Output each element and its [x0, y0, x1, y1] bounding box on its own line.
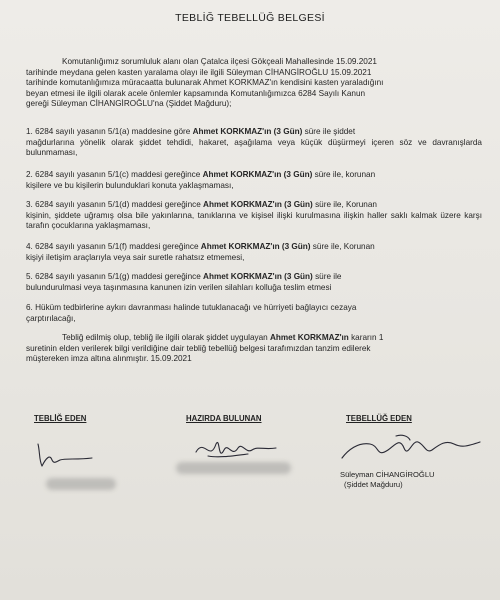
offender-name: Ahmet KORKMAZ'ın (3 Gün) — [203, 200, 313, 209]
order-item-3: 3. 6284 sayılı yasanın 5/1(d) maddesi gereğince Ahmet KORKMAZ'ın (3 Gün) süre ile, Korunan kişinin, şiddete uğramış olsa bile yakınlarına, tanıklarına ve kişisel ilişki kurulmasına ilişkin haller saklı kalmak üzere karşı tarafın çocuklarına yaklaşmaması, — [26, 200, 482, 231]
intro-line-4: beyan etmesi ile ilgili olarak acele önlemler kapsamında Komutanlığımızca 6284 Sayılı Kanun — [26, 88, 366, 98]
order-item-4: 4. 6284 sayılı yasanın 5/1(f) maddesi gereğince Ahmet KORKMAZ'ın (3 Gün) süre ile, Korunan kişiyi iletişim araçlarıyla veya sair suretle rahatsız etmemesi, — [26, 242, 375, 262]
signature-label-teblig-eden: TEBLİĞ EDEN — [34, 414, 87, 423]
recipient-name: Süleyman CİHANGİROĞLU — [340, 470, 435, 479]
order-item-5: 5. 6284 sayılı yasanın 5/1(g) maddesi gereğince Ahmet KORKMAZ'ın (3 Gün) süre ile bulundurulmasi veya taşınmasına kanunen izin verilen silahları kolluğa teslim etmesi — [26, 272, 342, 292]
order-item-1: 1. 6284 sayılı yasanın 5/1(a) maddesine göre Ahmet KORKMAZ'ın (3 Gün) süre ile şiddet mağdurlarına yönelik olarak şiddet tehdidi, hakaret, aşağılama veya küçük düşürmeyi içeren söz ve davranışlarda bulunmaması, — [26, 127, 482, 158]
intro-line-5: gereği Süleyman CİHANGİROĞLU'na (Şiddet Mağduru); — [26, 99, 232, 109]
redacted-name-middle — [176, 462, 291, 474]
signature-right — [336, 428, 486, 470]
document-title: TEBLİĞ TEBELLÜĞ BELGESİ — [175, 12, 325, 24]
offender-name: Ahmet KORKMAZ'ın (3 Gün) — [200, 242, 311, 251]
signature-block-right — [346, 414, 412, 423]
recipient-role: (Şiddet Mağduru) — [344, 480, 403, 489]
signature-label-tebellug-eden: TEBELLÜĞ EDEN — [346, 414, 412, 423]
offender-name: Ahmet KORKMAZ'ın (3 Gün) — [192, 127, 303, 136]
closing-paragraph: Tebliğ edilmiş olup, tebliğ ile ilgili olarak şiddet uygulayan Ahmet KORKMAZ'ın kararın 1 suretinin elden verilerek bilgi verildiğine dair tebliğ tebellüğ belgesi tarafımızdan tanzim edilerek müştereken imza altına alınmıştır. 15.09.2021 — [26, 333, 384, 364]
order-item-6: 6. Hüküm tedbirlerine aykırı davranması halinde tutuklanacağı ve hürriyeti bağlayıcı cezaya çarptırılacağı, — [26, 303, 357, 323]
intro-paragraph — [26, 57, 482, 110]
signature-block-left — [34, 414, 86, 423]
signature-left — [30, 440, 100, 470]
intro-line-2: tarihinde meydana gelen kasten yaralama olayı ile ilgili Süleyman CİHANGİROĞLU 15.09.2021 — [26, 67, 372, 77]
offender-name: Ahmet KORKMAZ'ın (3 Gün) — [202, 170, 313, 179]
order-item-2: 2. 6284 sayılı yasanın 5/1(c) maddesi gereğince Ahmet KORKMAZ'ın (3 Gün) süre ile, korunan kişilere ve bu kişilerin bulunduklari konuta yaklaşmaması, — [26, 170, 376, 190]
offender-name: Ahmet KORKMAZ'ın — [269, 333, 349, 342]
signature-block-middle — [186, 414, 262, 423]
intro-line-3: tarihinde komutanlığımıza müracaatta bulunarak Ahmet KORKMAZ'ın kendisini kasten yaraladığını — [26, 78, 384, 88]
offender-name: Ahmet KORKMAZ'ın (3 Gün) — [203, 272, 313, 281]
redacted-name-left — [46, 478, 116, 490]
signature-label-hazirda-bulunan: HAZIRDA BULUNAN — [186, 414, 262, 423]
intro-line-1: Komutanlığımız sorumluluk alanı olan Çatalca ilçesi Gökçeali Mahallesinde 15.09.2021 — [62, 57, 377, 66]
